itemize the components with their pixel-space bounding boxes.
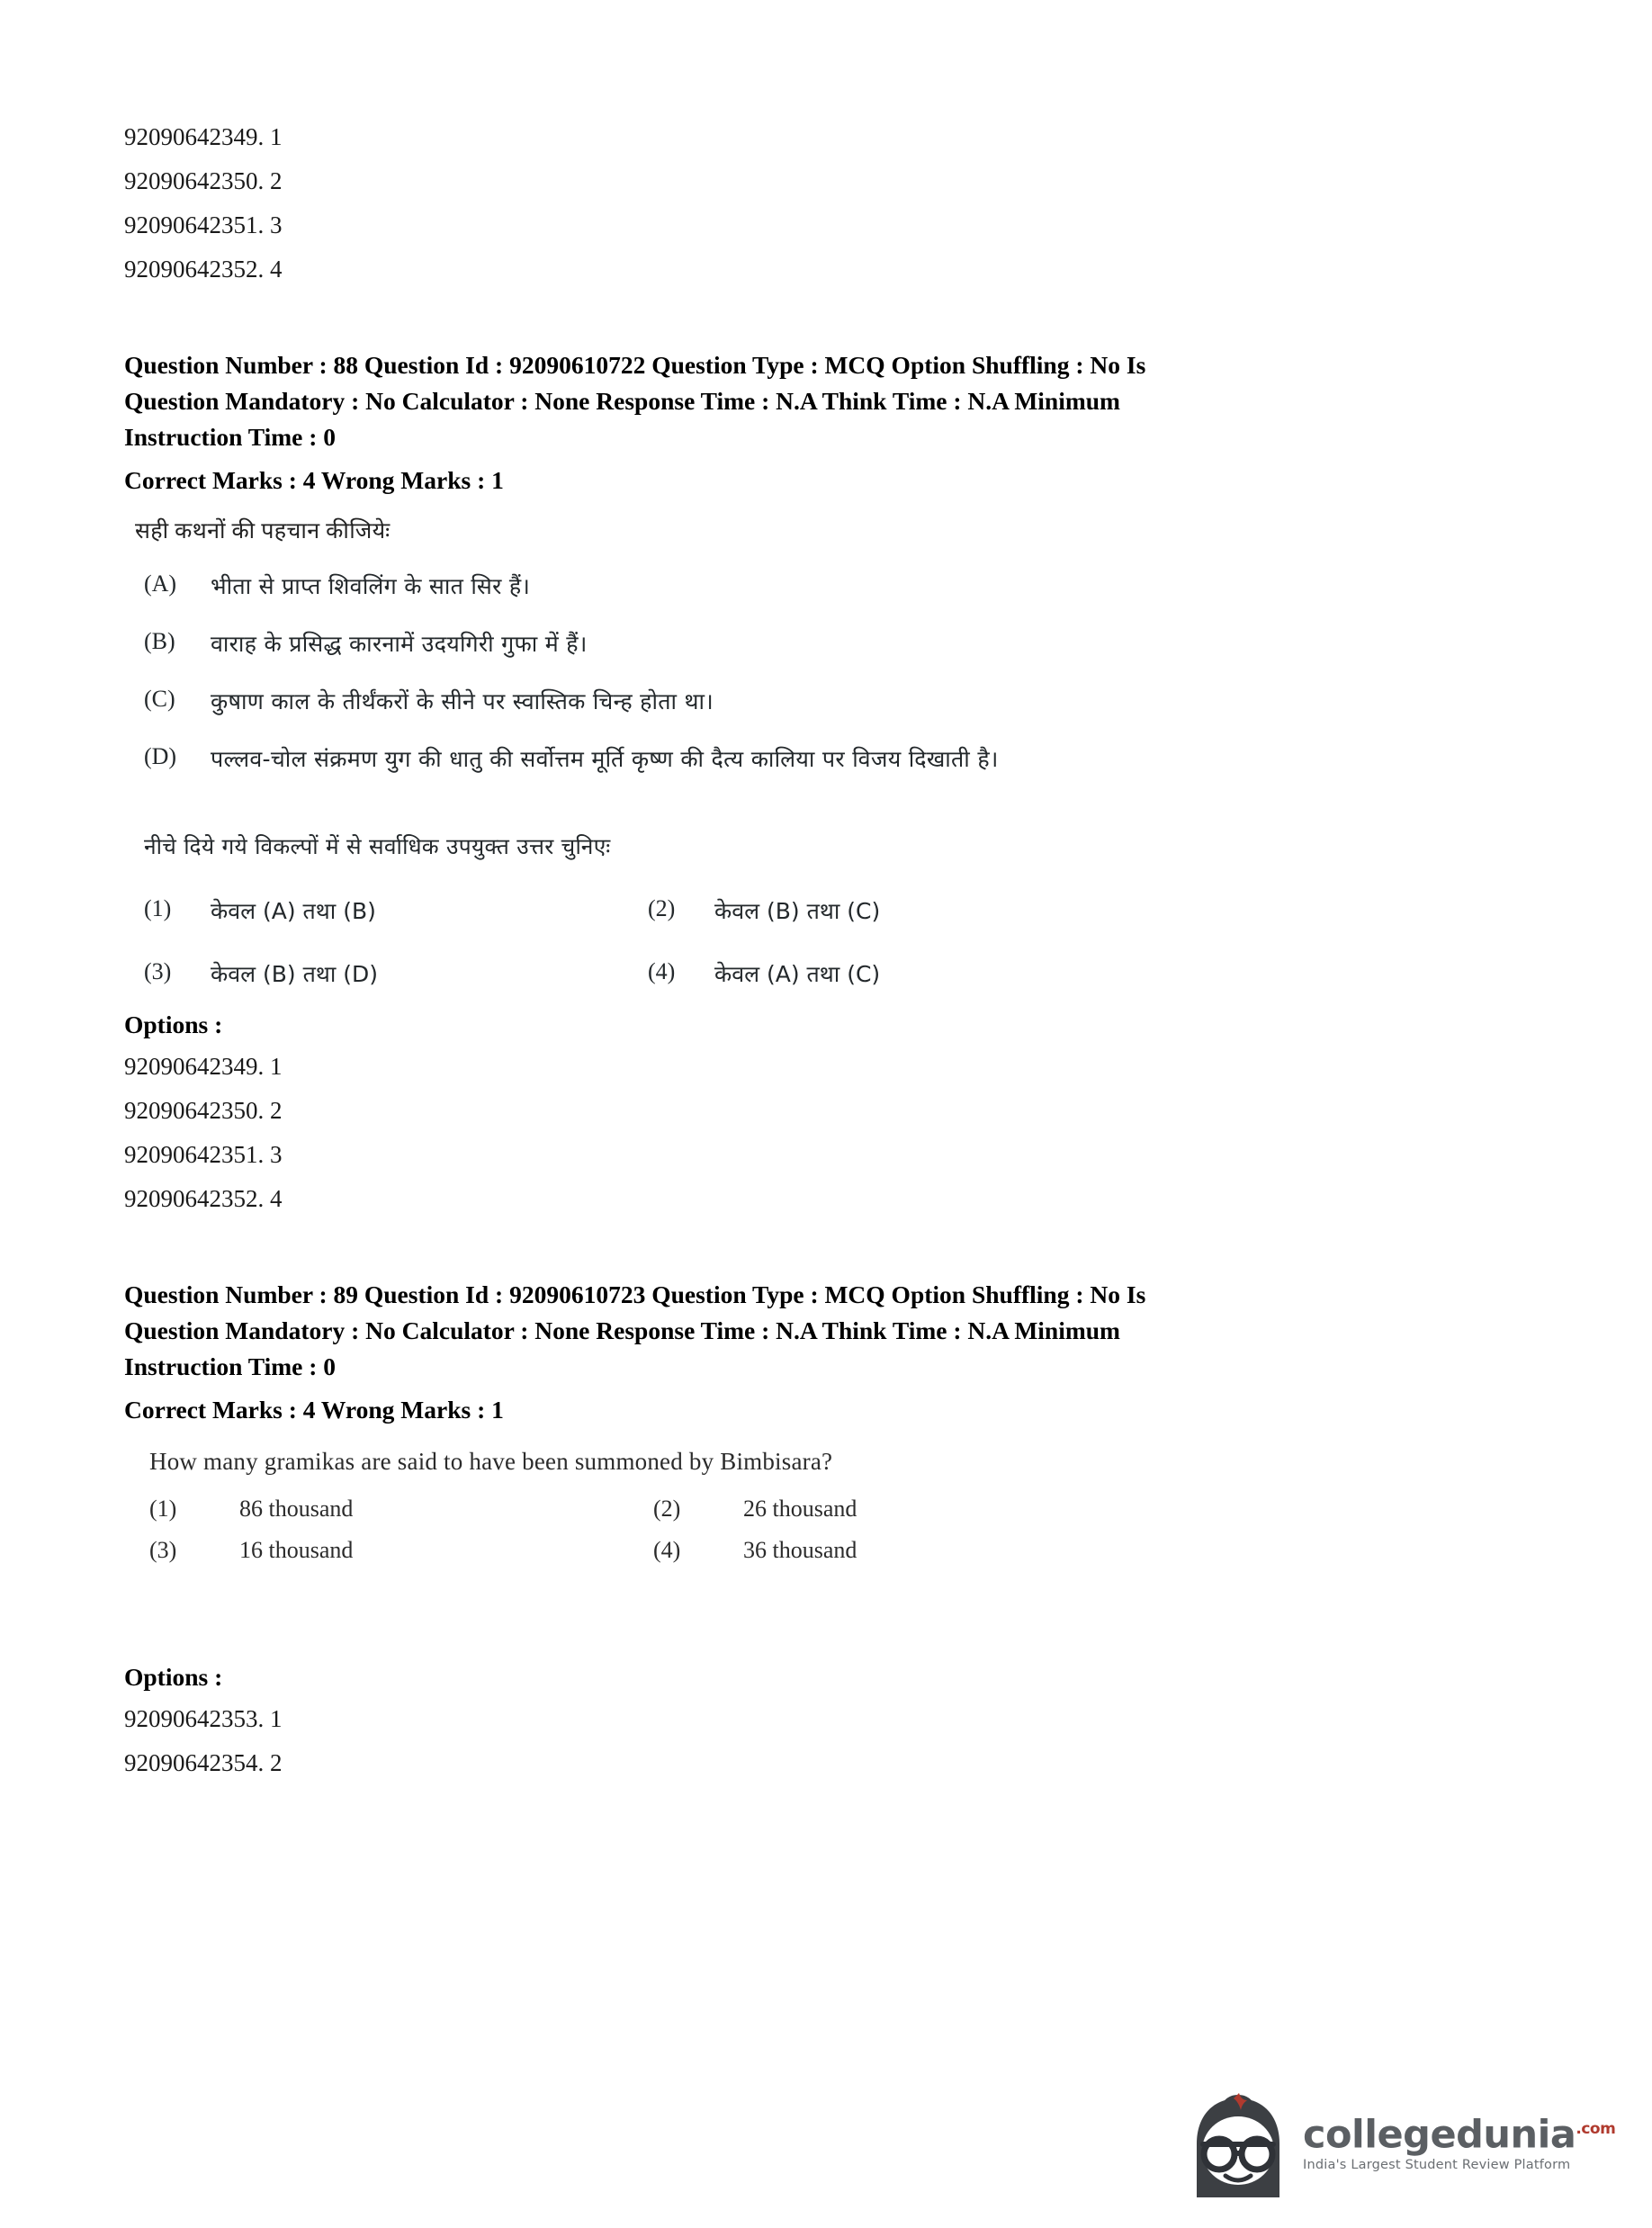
option-number: (3) (149, 1537, 177, 1563)
question-marks: Correct Marks : 4 Wrong Marks : 1 (124, 1396, 504, 1424)
option-id-line: 92090642350. 2 (124, 167, 283, 194)
option-4[interactable] (648, 958, 1152, 989)
option-id-line: 92090642349. 1 (124, 123, 283, 150)
option-id-line: 92090642352. 4 (124, 1185, 283, 1212)
option-id-line: 92090642350. 2 (124, 1097, 283, 1124)
option-id-line: 92090642354. 2 (124, 1749, 283, 1776)
question-stem: How many gramikas are said to have been summoned by Bimbisara? (149, 1448, 833, 1475)
options-grid-89 (149, 1496, 1157, 1564)
question-metadata (124, 347, 1492, 455)
collegedunia-watermark (1175, 2084, 1625, 2210)
option-text: केवल (B) तथा (C) (714, 898, 881, 924)
statement-text: वाराह के प्रसिद्ध कारनामें उदयगिरी गुफा में हैं। (211, 631, 588, 657)
option-text: 36 thousand (743, 1537, 857, 1563)
metadata-line: Instruction Time : 0 (124, 1352, 337, 1380)
statement-tag: (C) (144, 686, 175, 712)
option-3[interactable] (149, 1537, 653, 1564)
statement-row (144, 686, 1492, 716)
option-row (149, 1537, 1157, 1564)
question-marks: Correct Marks : 4 Wrong Marks : 1 (124, 466, 504, 494)
option-id-line: 92090642351. 3 (124, 211, 283, 238)
option-1[interactable] (144, 895, 648, 926)
option-4[interactable] (653, 1537, 1157, 1564)
option-id-line: 92090642353. 1 (124, 1705, 283, 1732)
options-grid-88 (144, 895, 1152, 989)
metadata-line: Question Mandatory : No Calculator : None Response Time : N.A Think Time : N.A Minimum (124, 1316, 1120, 1344)
option-number: (4) (653, 1537, 681, 1563)
question-image-88 (124, 515, 1492, 989)
options-label: Options : (124, 1011, 223, 1038)
metadata-line: Question Mandatory : No Calculator : None Response Time : N.A Think Time : N.A Minimum (124, 387, 1120, 415)
option-number: (1) (144, 895, 172, 921)
statement-text: भीता से प्राप्त शिवलिंग के सात सिर हैं। (211, 573, 531, 599)
option-text: 16 thousand (239, 1537, 354, 1563)
option-id-line: 92090642351. 3 (124, 1141, 283, 1168)
option-number: (2) (648, 895, 676, 921)
option-2[interactable] (648, 895, 1152, 926)
option-text: 26 thousand (743, 1496, 857, 1522)
statement-row (144, 570, 1492, 601)
statement-tag: (B) (144, 628, 175, 654)
option-text: 86 thousand (239, 1496, 354, 1522)
option-text: केवल (A) तथा (B) (211, 898, 376, 924)
option-text: केवल (A) तथा (C) (714, 961, 881, 987)
statement-row (144, 628, 1492, 659)
option-id-line: 92090642349. 1 (124, 1053, 283, 1080)
option-id-list-88 (124, 1045, 1492, 1221)
watermark-brand (1303, 2107, 1618, 2156)
option-number: (4) (648, 958, 676, 984)
option-3[interactable] (144, 958, 648, 989)
option-id-list-89 (124, 1697, 1492, 1785)
option-number: (1) (149, 1496, 177, 1522)
statement-row (144, 743, 1492, 774)
watermark-text (1303, 2107, 1618, 2172)
page-content (124, 115, 1492, 1785)
metadata-line: Instruction Time : 0 (124, 423, 337, 451)
metadata-line: Question Number : 89 Question Id : 92090610723 Question Type : MCQ Option Shuffling : No Is (124, 1280, 1146, 1308)
option-row (149, 1496, 1157, 1523)
watermark-brand-name: collegedunia (1303, 2112, 1576, 2158)
statement-tag: (D) (144, 743, 177, 769)
options-label: Options : (124, 1663, 223, 1691)
option-row (144, 958, 1152, 989)
question-block-88 (124, 347, 1492, 1221)
question-image-89 (124, 1448, 1492, 1564)
choose-answer-instruction: नीचे दिये गये विकल्पों में से सर्वाधिक उपयुक्त उत्तर चुनिएः (144, 833, 611, 859)
watermark-tagline: India's Largest Student Review Platform (1303, 2158, 1571, 2173)
question-metadata (124, 1277, 1492, 1385)
option-text: केवल (B) तथा (D) (211, 961, 379, 987)
statement-text: पल्लव-चोल संक्रमण युग की धातु की सर्वोत्तम मूर्ति कृष्ण की दैत्य कालिया पर विजय दिखाती है। (211, 746, 999, 772)
question-stem: सही कथनों की पहचान कीजियेः (135, 519, 391, 544)
option-2[interactable] (653, 1496, 1157, 1523)
student-avatar-icon (1184, 2091, 1292, 2205)
previous-question-option-ids (124, 115, 1492, 292)
watermark-brand-sup: .com (1576, 2120, 1616, 2138)
option-row (144, 895, 1152, 926)
metadata-line: Question Number : 88 Question Id : 92090610722 Question Type : MCQ Option Shuffling : No Is (124, 351, 1146, 379)
statement-text: कुषाण काल के तीर्थंकरों के सीने पर स्वास्तिक चिन्ह होता था। (211, 688, 714, 714)
question-block-89 (124, 1277, 1492, 1785)
option-1[interactable] (149, 1496, 653, 1523)
statement-tag: (A) (144, 570, 177, 597)
option-number: (3) (144, 958, 172, 984)
option-number: (2) (653, 1496, 681, 1522)
option-id-line: 92090642352. 4 (124, 256, 283, 283)
